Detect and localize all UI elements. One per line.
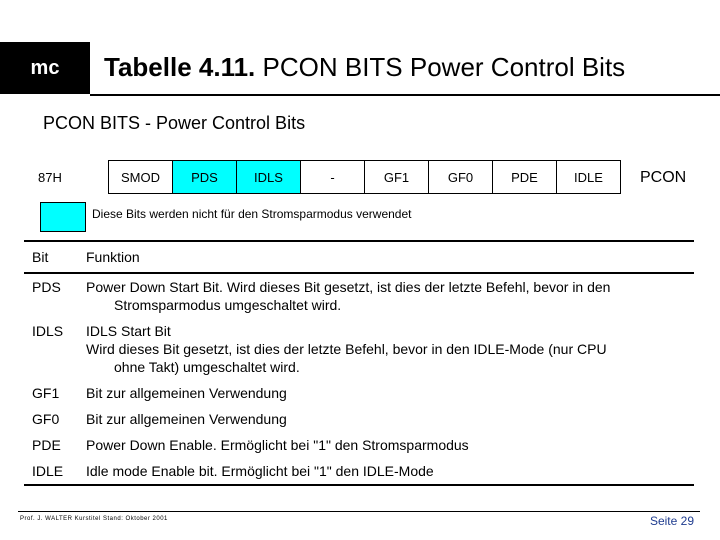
row-bit: IDLS [32, 323, 64, 339]
row-bit: IDLE [32, 463, 64, 479]
row-bit: GF0 [32, 411, 60, 427]
title-divider [90, 94, 720, 96]
table-row [24, 432, 694, 458]
table-row [24, 273, 694, 318]
bit-idle: IDLE [557, 160, 621, 194]
table-header-row [24, 241, 694, 273]
row-function [86, 273, 694, 318]
bit-description-table [24, 240, 694, 486]
table-number: Tabelle 4.11. [104, 52, 256, 82]
row-bit: PDE [32, 437, 61, 453]
row-function: Bit zur allgemeinen Verwendung [86, 385, 287, 401]
bit-smod: SMOD [109, 160, 173, 194]
function-line: Power Down Start Bit. Wird dieses Bit gesetzt, ist dies der letzte Befehl, bevor in den [86, 279, 611, 295]
bit-gf1: GF1 [365, 160, 429, 194]
header-function: Funktion [86, 249, 140, 265]
table-row [24, 380, 694, 406]
function-line: ohne Takt) umgeschaltet wird. [114, 359, 300, 375]
register-name: PCON [640, 169, 687, 186]
bit-unused: - [301, 160, 365, 194]
row-bit: GF1 [32, 385, 60, 401]
register-bit-row [108, 160, 621, 194]
row-bit: PDS [32, 279, 61, 295]
header-bit: Bit [32, 249, 49, 265]
row-function: Idle mode Enable bit. Ermöglicht bei "1" den IDLE-Mode [86, 463, 434, 479]
subtitle: PCON BITS - Power Control Bits [43, 113, 306, 133]
page-number: Seite 29 [649, 514, 694, 528]
footer-author: Prof. J. WALTER Kurstitel Stand: Oktober 2001 [20, 516, 168, 522]
function-line: Wird dieses Bit gesetzt, ist dies der letzte Befehl, bevor in den IDLE-Mode (nur CPU [86, 341, 607, 357]
table-row [24, 406, 694, 432]
row-function [86, 318, 694, 380]
bit-pde: PDE [493, 160, 557, 194]
bit-gf0: GF0 [429, 160, 493, 194]
title-text: PCON BITS Power Control Bits [262, 52, 626, 82]
bit-idls: IDLS [237, 160, 301, 194]
bit-pds: PDS [173, 160, 237, 194]
function-line: IDLS Start Bit [86, 323, 171, 339]
footer-divider [18, 511, 700, 512]
logo: mc [0, 42, 90, 94]
row-function: Power Down Enable. Ermöglicht bei "1" den Stromsparmodus [86, 437, 469, 453]
function-line: Stromsparmodus umgeschaltet wird. [114, 297, 342, 313]
legend-text: Diese Bits werden nicht für den Stromsparmodus verwendet [92, 207, 412, 221]
slide-title [104, 52, 625, 83]
register-address: 87H [38, 170, 62, 185]
table-row [24, 458, 694, 485]
table-row [24, 318, 694, 380]
legend-swatch [40, 202, 86, 232]
row-function: Bit zur allgemeinen Verwendung [86, 411, 287, 427]
